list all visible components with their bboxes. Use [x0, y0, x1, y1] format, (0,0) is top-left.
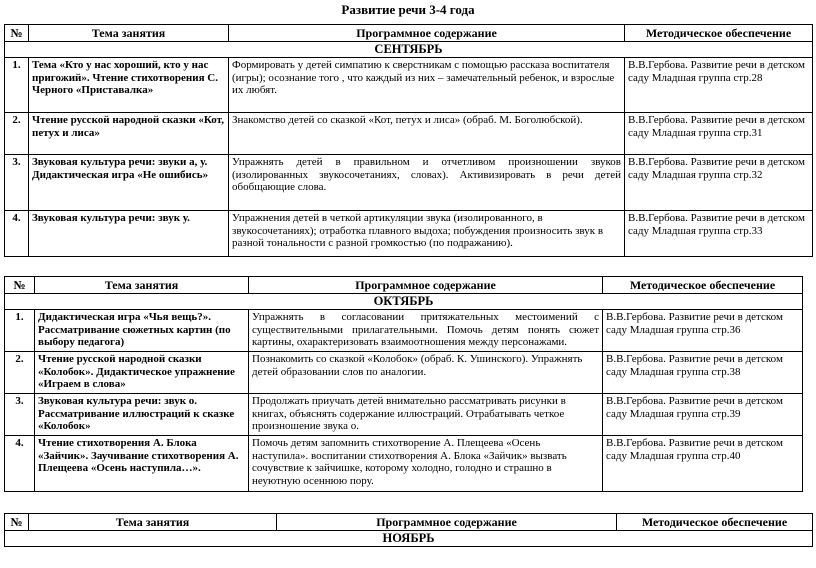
row-number: 3.: [5, 394, 35, 436]
row-number: 4.: [5, 436, 35, 492]
row-topic: Тема «Кто у нас хороший, кто у нас пригожий». Чтение стихотворения С. Черного «Приставалка»: [29, 58, 229, 113]
row-method: В.В.Гербова. Развитие речи в детском саду Младшая группа стр.33: [625, 211, 813, 257]
header-content: Программное содержание: [229, 25, 625, 42]
row-method: В.В.Гербова. Развитие речи в детском саду Младшая группа стр.38: [603, 352, 803, 394]
row-number: 3.: [5, 155, 29, 211]
header-topic: Тема занятия: [29, 514, 277, 531]
month-heading: ОКТЯБРЬ: [5, 294, 803, 310]
row-method: В.В.Гербова. Развитие речи в детском саду Младшая группа стр.39: [603, 394, 803, 436]
header-row: [5, 277, 803, 294]
row-method: В.В.Гербова. Развитие речи в детском саду Младшая группа стр.31: [625, 113, 813, 155]
row-content: Упражнять детей в правильном и отчетливом произношении звуков (изолированных звукосочетаниях, словах). Активизировать в речи детей обобщающие слова.: [229, 155, 625, 211]
row-content: Знакомство детей со сказкой «Кот, петух и лиса» (обраб. М. Боголюбской).: [229, 113, 625, 155]
row-content: Познакомить со сказкой «Колобок» (обраб. К. Ушинского). Упражнять детей образовании слов по аналогии.: [249, 352, 603, 394]
row-topic: Звуковая культура речи: звук у.: [29, 211, 229, 257]
header-content: Программное содержание: [249, 277, 603, 294]
row-content: Упражнять в согласовании притяжательных местоимений с существительными прилагательными. Помочь детям понять сюжет картины, охарактеризовать взаимоотношения между персонажами.: [249, 310, 603, 352]
header-row: [5, 514, 813, 531]
header-num: №: [5, 514, 29, 531]
row-method: В.В.Гербова. Развитие речи в детском саду Младшая группа стр.40: [603, 436, 803, 492]
plan-table-september: [4, 24, 813, 257]
document-title: Развитие речи 3-4 года: [341, 2, 475, 17]
table-row: [5, 211, 813, 257]
row-number: 4.: [5, 211, 29, 257]
header-method: Методическое обеспечение: [603, 277, 803, 294]
row-topic: Чтение русской народной сказки «Кот, петух и лиса»: [29, 113, 229, 155]
plan-table-november: [4, 513, 813, 547]
row-method: В.В.Гербова. Развитие речи в детском саду Младшая группа стр.32: [625, 155, 813, 211]
header-topic: Тема занятия: [29, 25, 229, 42]
row-method: В.В.Гербова. Развитие речи в детском саду Младшая группа стр.36: [603, 310, 803, 352]
row-topic: Дидактическая игра «Чья вещь?». Рассматривание сюжетных картин (по выбору педагога): [35, 310, 249, 352]
header-num: №: [5, 25, 29, 42]
row-topic: Чтение стихотворения А. Блока «Зайчик». Заучивание стихотворения А. Плещеева «Осень наступила…».: [35, 436, 249, 492]
header-method: Методическое обеспечение: [617, 514, 813, 531]
row-method: В.В.Гербова. Развитие речи в детском саду Младшая группа стр.28: [625, 58, 813, 113]
row-content: Помочь детям запомнить стихотворение А. Плещеева «Осень наступила». воспитании стихотворения А. Блока «Зайчик» вызвать сочувствие к зайчишке, которому холодно, голодно и страшно в неуютную осеннюю пору.: [249, 436, 603, 492]
row-content: Продолжать приучать детей внимательно рассматривать рисунки в книгах, объяснять содержание иллюстраций. Отрабатывать четкое произношение звука о.: [249, 394, 603, 436]
table-row: [5, 58, 813, 113]
row-number: 2.: [5, 352, 35, 394]
month-heading: НОЯБРЬ: [5, 531, 813, 547]
table-row: [5, 310, 803, 352]
row-topic: Звуковая культура речи: звуки а, у. Дидактическая игра «Не ошибись»: [29, 155, 229, 211]
table-row: [5, 113, 813, 155]
row-content: Формировать у детей симпатию к сверстникам с помощью рассказа воспитателя (игры); осознание того , что каждый из них – замечательный ребенок, и взрослые их любят.: [229, 58, 625, 113]
header-method: Методическое обеспечение: [625, 25, 813, 42]
row-topic: Звуковая культура речи: звук о. Рассматривание иллюстраций к сказке «Колобок»: [35, 394, 249, 436]
row-topic: Чтение русской народной сказки «Колобок». Дидактическое упражнение «Играем в слова»: [35, 352, 249, 394]
table-row: [5, 155, 813, 211]
table-row: [5, 352, 803, 394]
plan-table-october: [4, 276, 803, 492]
month-heading: СЕНТЯБРЬ: [5, 42, 813, 58]
row-number: 2.: [5, 113, 29, 155]
header-num: №: [5, 277, 35, 294]
table-row: [5, 394, 803, 436]
row-number: 1.: [5, 310, 35, 352]
header-row: [5, 25, 813, 42]
table-row: [5, 436, 803, 492]
header-topic: Тема занятия: [35, 277, 249, 294]
header-content: Программное содержание: [277, 514, 617, 531]
row-number: 1.: [5, 58, 29, 113]
row-content: Упражнения детей в четкой артикуляции звука (изолированного, в звукосочетаниях); отработка плавного выдоха; побуждения произносить звук в разной тональности с разной громкостью (по подражанию).: [229, 211, 625, 257]
